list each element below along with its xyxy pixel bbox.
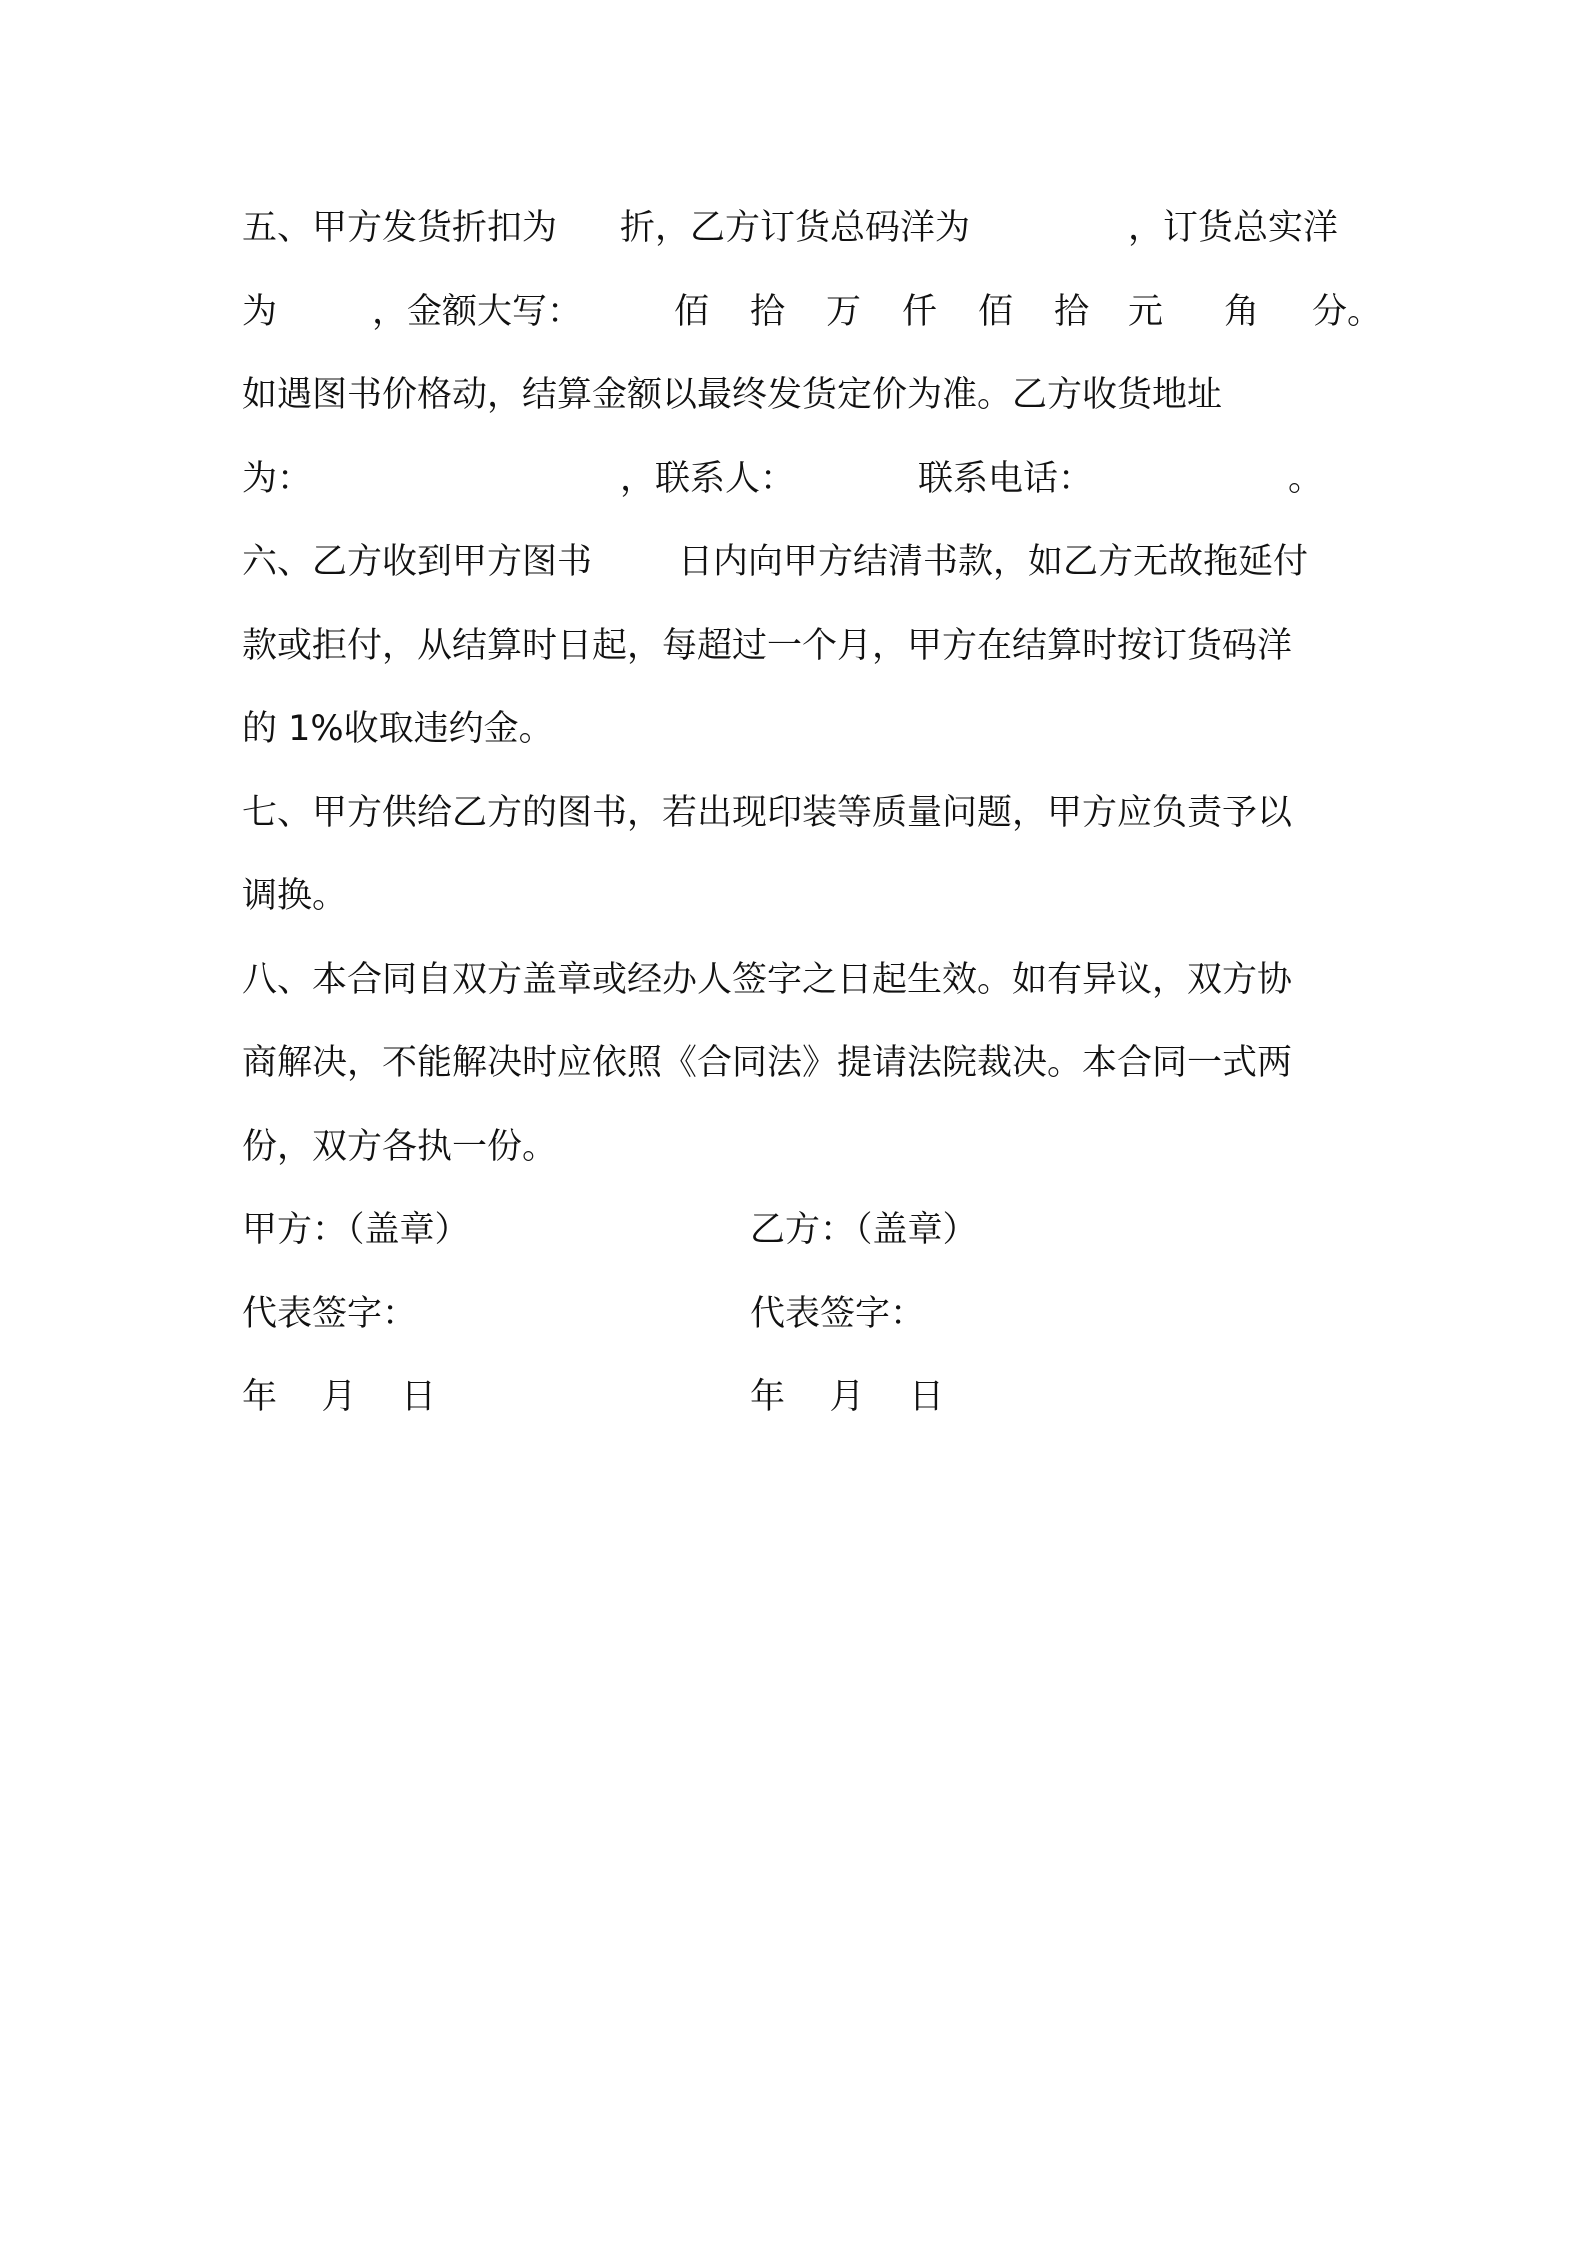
amount-unit: 拾: [750, 292, 786, 332]
clause8-line2: 商解决，不能解决时应依照《合同法》提请法院裁决。本合同一式两: [242, 1043, 1293, 1083]
clause5-text: 。: [1288, 459, 1324, 499]
amount-unit: 元: [1128, 292, 1164, 332]
clause6-line2: 款或拒付，从结算时日起，每超过一个月，甲方在结算时按订货码洋: [242, 626, 1293, 666]
clause5-line3: 如遇图书价格动，结算金额以最终发货定价为准。乙方收货地址: [242, 375, 1223, 415]
amount-unit: 拾: [1054, 292, 1090, 332]
clause5-text: ，订货总实洋: [1128, 208, 1339, 248]
clause5-text: ，金额大写：: [372, 292, 583, 332]
clause6-line3: 的 1%收取违约金。: [242, 709, 554, 749]
party-a-seal: 甲方：（盖章）: [242, 1210, 470, 1250]
clause8-line1: 八、本合同自双方盖章或经办人签字之日起生效。如有异议，双方协: [242, 960, 1293, 1000]
amount-unit: 佰: [674, 292, 710, 332]
amount-unit: 万: [826, 292, 862, 332]
amount-unit: 角: [1224, 292, 1260, 332]
clause6-text: 日内向甲方结清书款，如乙方无故拖延付: [678, 542, 1309, 582]
amount-unit: 佰: [978, 292, 1014, 332]
party-a-signature: 代表签字：: [242, 1294, 418, 1334]
party-b-date: 年 月 日: [750, 1377, 945, 1417]
clause5-text: ，联系人：: [620, 459, 796, 499]
amount-unit: 分。: [1312, 292, 1383, 332]
party-b-signature: 代表签字：: [750, 1294, 926, 1334]
clause8-line3: 份，双方各执一份。: [242, 1127, 558, 1167]
clause5-text: 五、甲方发货折扣为: [242, 208, 558, 248]
clause5-text: 为：: [242, 459, 313, 499]
party-a-date: 年 月 日: [242, 1377, 437, 1417]
amount-unit: 仟: [902, 292, 938, 332]
clause7-line2: 调换。: [242, 876, 348, 916]
clause6-text: 六、乙方收到甲方图书: [242, 542, 593, 582]
clause5-text: 联系电话：: [918, 459, 1094, 499]
party-b-seal: 乙方：（盖章）: [750, 1210, 978, 1250]
clause7-line1: 七、甲方供给乙方的图书，若出现印装等质量问题，甲方应负责予以: [242, 793, 1293, 833]
clause5-text: 折，乙方订货总码洋为: [620, 208, 971, 248]
clause5-text: 为: [242, 292, 278, 332]
